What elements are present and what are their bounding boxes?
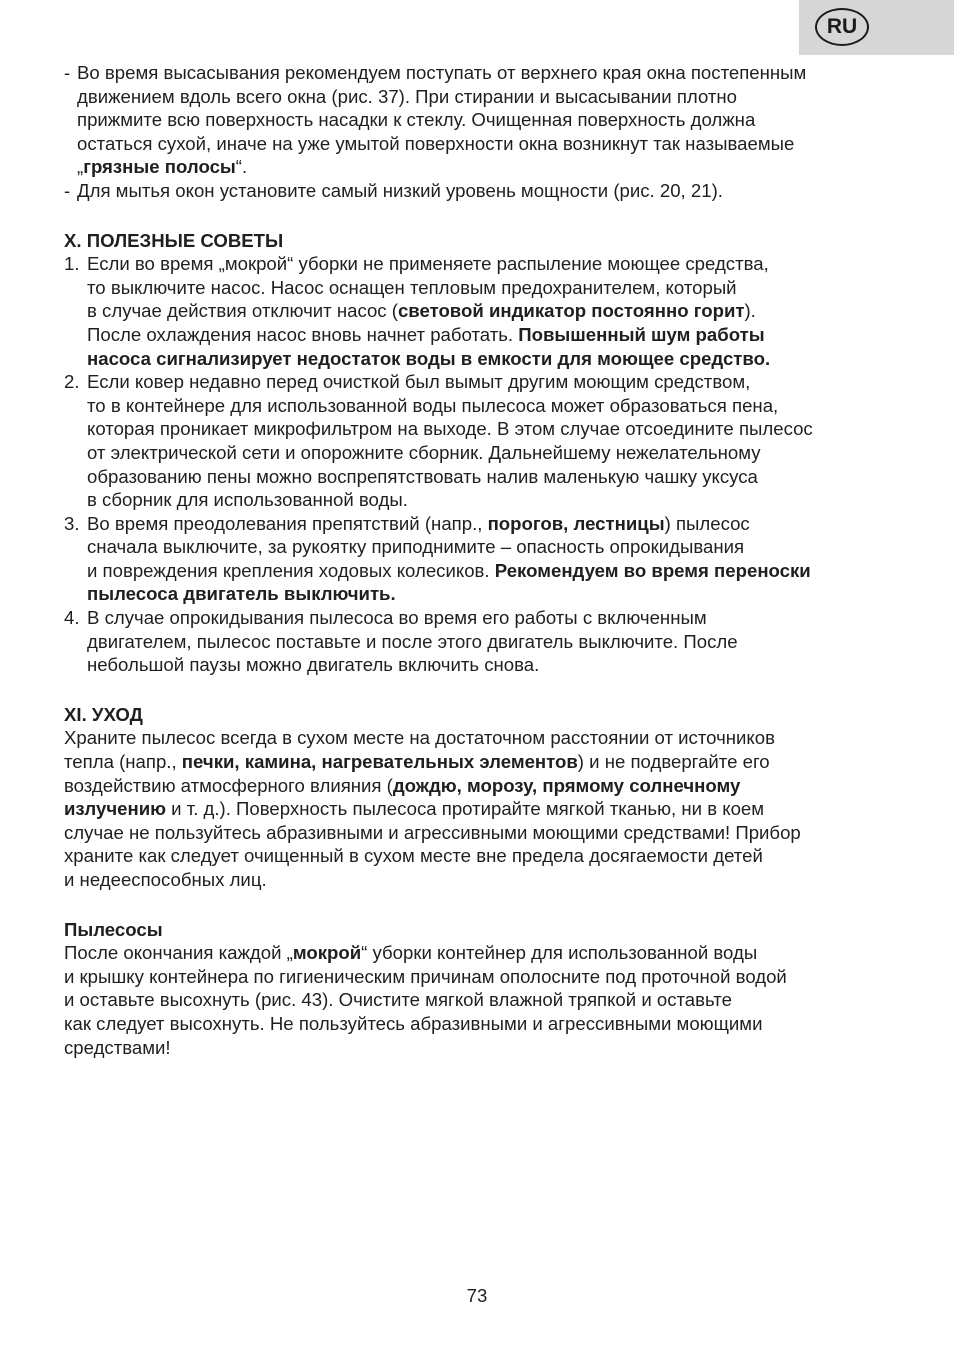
subsection-heading: Пылесосы [64, 918, 163, 940]
text: В случае опрокидывания пылесоса во время его работы с включенным [87, 607, 707, 629]
bold-text: излучению [64, 798, 167, 820]
bold-text: световой индикатор постоянно горит [397, 300, 745, 322]
page-content [64, 61, 894, 1059]
text: от электрической сети и опорожните сборник. Дальнейшему нежелательному [87, 441, 761, 463]
bold-text: грязные полосы [83, 156, 236, 178]
page-number: 73 [466, 1285, 488, 1306]
text: и оставьте высохнуть (рис. 43). Очистите мягкой влажной тряпкой и оставьте [64, 989, 732, 1011]
text: ). [744, 300, 756, 322]
text: воздействию атмосферного влияния ( [64, 774, 393, 796]
bold-text: насоса сигнализирует недостаток воды в емкости для моющее средство. [87, 347, 771, 369]
list-number: 2. [64, 371, 80, 393]
text: и повреждения крепления ходовых колесиков. [87, 559, 495, 581]
section-heading: X. ПОЛЕЗНЫЕ СОВЕТЫ [64, 229, 284, 251]
text: ) и не подвергайте его [577, 751, 770, 773]
list-number: 1. [64, 253, 80, 275]
bold-text: порогов, лестницы [487, 512, 665, 534]
text: храните как следует очищенный в сухом месте вне предела досягаемости детей [64, 845, 763, 867]
text: и т. д.). Поверхность пылесоса протирайте мягкой тканью, ни в коем [166, 798, 765, 820]
list-item [64, 512, 894, 606]
text: прижмите всю поверхность насадки к стеклу. Очищенная поверхность должна [77, 109, 756, 131]
text: После окончания каждой „ [64, 942, 293, 964]
bold-text: печки, камина, нагревательных элементов [181, 751, 578, 773]
text: как следует высохнуть. Не пользуйтесь абразивными и агрессивными моющими [64, 1012, 763, 1034]
intro-item-1 [64, 61, 894, 179]
text: то в контейнере для использованной воды пылесоса может образоваться пена, [87, 394, 779, 416]
care-paragraph [64, 726, 894, 891]
text: и недееспособных лиц. [64, 869, 267, 890]
text: образованию пены можно воспрепятствовать налив маленькую чашку уксуса [87, 465, 758, 487]
list-number: 4. [64, 607, 80, 629]
text: Для мытья окон установите самый низкий уровень мощности (рис. 20, 21). [77, 179, 723, 201]
text: После охлаждения насос вновь начнет работать. [87, 323, 519, 345]
text: то выключите насос. Насос оснащен тепловым предохранителем, который [87, 276, 737, 298]
text: Во время преодолевания препятствий (напр., [87, 512, 488, 534]
text: небольшой паузы можно двигатель включить снова. [87, 654, 540, 676]
list-number: 3. [64, 512, 80, 534]
text: Храните пылесос всегда в сухом месте на достаточном расстоянии от источников [64, 727, 775, 749]
language-badge: RU [815, 8, 869, 46]
text: „ [77, 156, 84, 178]
text: Если во время „мокрой“ уборки не применяете распыление моющее средства, [87, 253, 769, 275]
text: в сборник для использованной воды. [87, 489, 408, 511]
bold-text: дождю, морозу, прямому солнечному [392, 774, 741, 796]
text: остаться сухой, иначе на уже умытой поверхности окна возникнут так называемые [77, 132, 795, 154]
bold-text: пылесоса двигатель выключить. [87, 583, 396, 605]
bold-text: Повышенный шум работы [518, 323, 765, 345]
text: средствами! [64, 1036, 171, 1058]
section-heading: XI. УХОД [64, 703, 143, 725]
list-item [64, 370, 894, 512]
vacuum-paragraph [64, 941, 894, 1059]
text: сначала выключите, за рукоятку приподнимите – опасность опрокидывания [87, 536, 745, 558]
text: и крышку контейнера по гигиеническим причинам ополосните под проточной водой [64, 965, 787, 987]
bold-text: мокрой [292, 942, 362, 964]
list-item [64, 252, 894, 370]
text: Во время высасывания рекомендуем поступать от верхнего края окна постепенным [77, 62, 807, 83]
list-item [64, 606, 894, 677]
text: которая проникает микрофильтром на выходе. В этом случае отсоедините пылесос [87, 418, 813, 440]
text: двигателем, пылесос поставьте и после этого двигатель выключите. После [87, 630, 738, 652]
language-tab [799, 0, 954, 55]
text: “ уборки контейнер для использованной воды [361, 942, 758, 964]
text: Если ковер недавно перед очисткой был вымыт другим моющим средством, [87, 371, 751, 393]
text: тепла (напр., [64, 751, 182, 773]
text: случае не пользуйтесь абразивными и агрессивными моющими средствами! Прибор [64, 821, 801, 843]
text: “. [235, 156, 248, 178]
text: в случае действия отключит насос ( [87, 300, 398, 322]
text: движением вдоль всего окна (рис. 37). При стирании и высасывании плотно [77, 85, 738, 107]
intro-item-2 [64, 179, 894, 203]
text: ) пылесос [664, 512, 750, 534]
bold-text: Рекомендуем во время переноски [494, 559, 811, 581]
